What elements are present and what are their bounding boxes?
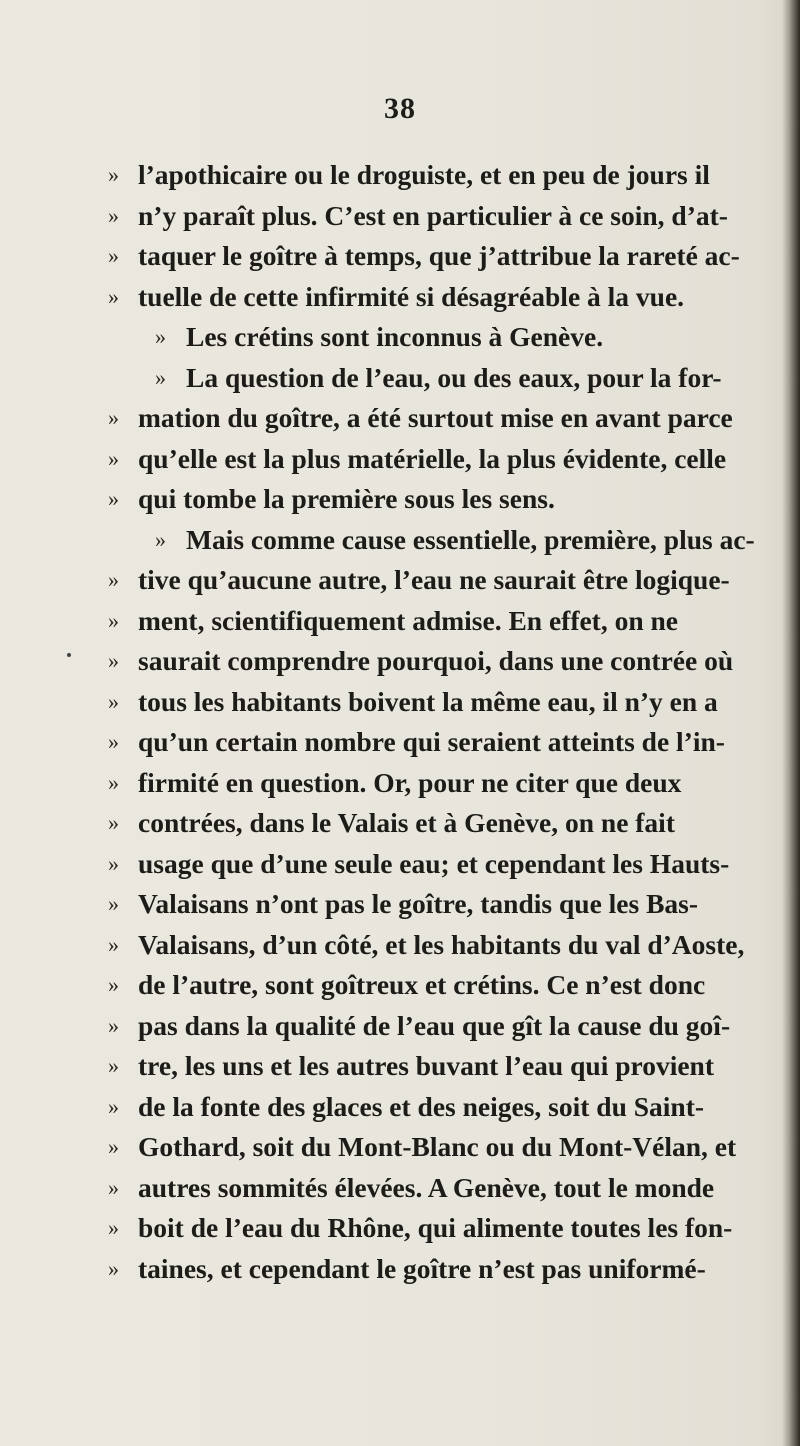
text-line — [0, 925, 800, 966]
quote-mark: » — [108, 972, 119, 997]
text-line — [0, 277, 800, 318]
line-text: usage que d’une seule eau; et cependant les Hauts- — [138, 847, 730, 879]
quote-mark: » — [108, 1174, 119, 1200]
text-line — [0, 358, 800, 399]
quote-mark: » — [108, 283, 119, 309]
line-text: Valaisans n’ont pas le goître, tandis que les Bas- — [138, 888, 699, 919]
line-text: de l’autre, sont goîtreux et crétins. Ce n’est donc — [138, 969, 706, 1000]
line-text: Mais comme cause essentielle, première, plus ac- — [186, 523, 755, 555]
quote-mark: » — [108, 567, 119, 592]
quote-mark: » — [108, 607, 119, 633]
line-text: taquer le goître à temps, que j’attribue la rareté ac- — [138, 240, 740, 271]
text-line — [0, 439, 800, 480]
text-line — [0, 1046, 800, 1087]
quote-mark: » — [108, 1053, 119, 1078]
quote-mark: » — [108, 486, 119, 511]
quote-mark: » — [108, 850, 119, 876]
line-text: boit de l’eau du Rhône, qui alimente toutes les fon- — [138, 1212, 733, 1243]
body-text — [0, 155, 800, 1289]
quote-mark: » — [108, 1134, 119, 1159]
line-text: n’y paraît plus. C’est en particulier à ce soin, d’at- — [138, 199, 728, 231]
text-line — [0, 722, 800, 763]
quote-mark: » — [108, 405, 119, 430]
line-text: firmité en question. Or, pour ne citer que deux — [138, 766, 682, 798]
text-line — [0, 1127, 800, 1168]
quote-mark: » — [155, 526, 166, 552]
line-text: Les crétins sont inconnus à Genève. — [186, 321, 604, 352]
line-text: tous les habitants boivent la même eau, il n’y en a — [138, 685, 718, 717]
line-text: La question de l’eau, ou des eaux, pour la for- — [186, 361, 722, 393]
line-text: tive qu’aucune autre, l’eau ne saurait être logique- — [138, 564, 730, 595]
line-text: saurait comprendre pourquoi, dans une contrée où — [138, 645, 734, 676]
quote-mark: » — [108, 243, 119, 268]
line-text: qu’elle est la plus matérielle, la plus évidente, celle — [138, 442, 727, 474]
line-text: qu’un certain nombre qui seraient atteints de l’in- — [138, 726, 725, 757]
text-line — [0, 155, 800, 196]
line-text: tuelle de cette infirmité si désagréable à la vue. — [138, 280, 685, 312]
text-line — [0, 965, 800, 1006]
text-line — [0, 398, 800, 439]
quote-mark: » — [155, 364, 166, 390]
line-text: Gothard, soit du Mont-Blanc ou du Mont-Vélan, et — [138, 1131, 737, 1162]
quote-mark: » — [108, 729, 119, 754]
line-text: l’apothicaire ou le droguiste, et en peu de jours il — [138, 159, 710, 190]
text-line — [0, 236, 800, 277]
quote-mark: » — [108, 648, 119, 673]
quote-mark: » — [155, 324, 166, 349]
text-line — [0, 1249, 800, 1290]
text-line — [0, 884, 800, 925]
text-line — [0, 763, 800, 804]
quote-mark: » — [108, 1093, 119, 1119]
quote-mark: » — [108, 931, 119, 957]
quote-mark: » — [108, 688, 119, 714]
quote-mark: » — [108, 445, 119, 471]
line-text: taines, et cependant le goître n’est pas uniformé- — [138, 1252, 706, 1284]
text-line — [0, 520, 800, 561]
text-line — [0, 317, 800, 358]
text-line — [0, 479, 800, 520]
page-number: 38 — [384, 92, 416, 125]
text-line — [0, 844, 800, 885]
line-text: Valaisans, d’un côté, et les habitants du val d’Aoste, — [138, 928, 745, 960]
line-text: tre, les uns et les autres buvant l’eau qui provient — [138, 1050, 715, 1081]
quote-mark: » — [108, 1215, 119, 1240]
line-text: ment, scientifiquement admise. En effet, on ne — [138, 604, 679, 636]
text-line — [0, 601, 800, 642]
text-line — [0, 1168, 800, 1209]
text-line — [0, 196, 800, 237]
text-line — [0, 560, 800, 601]
quote-mark: » — [108, 769, 119, 795]
line-text: de la fonte des glaces et des neiges, soit du Saint- — [138, 1090, 705, 1122]
margin-speck — [67, 653, 71, 657]
quote-mark: » — [108, 810, 119, 835]
text-line — [0, 803, 800, 844]
line-text: contrées, dans le Valais et à Genève, on ne fait — [138, 807, 675, 838]
line-text: mation du goître, a été surtout mise en avant parce — [138, 402, 733, 433]
text-line — [0, 1208, 800, 1249]
line-text: qui tombe la première sous les sens. — [138, 483, 555, 514]
binding-edge-shadow — [782, 0, 800, 1446]
text-line — [0, 641, 800, 682]
quote-mark: » — [108, 162, 119, 187]
line-text: autres sommités élevées. A Genève, tout le monde — [138, 1171, 715, 1203]
text-line — [0, 682, 800, 723]
line-text: pas dans la qualité de l’eau que gît la cause du goî- — [138, 1009, 731, 1041]
text-line — [0, 1087, 800, 1128]
quote-mark: » — [108, 1012, 119, 1038]
quote-mark: » — [108, 202, 119, 228]
quote-mark: » — [108, 891, 119, 916]
text-line — [0, 1006, 800, 1047]
quote-mark: » — [108, 1255, 119, 1281]
